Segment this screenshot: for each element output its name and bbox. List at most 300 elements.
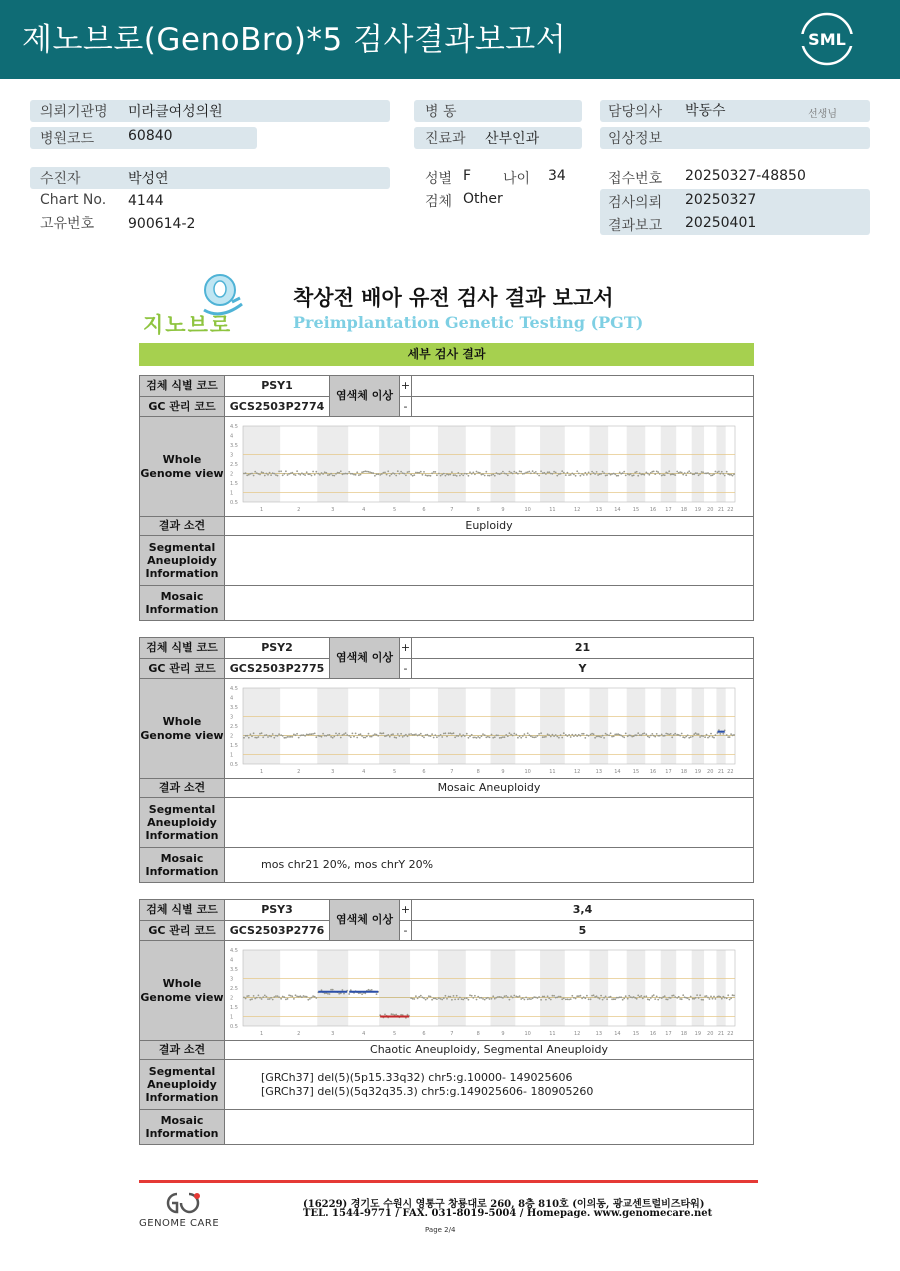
data-point — [650, 997, 652, 999]
data-point — [295, 994, 297, 996]
data-point — [428, 474, 430, 476]
data-point — [280, 997, 282, 999]
data-point — [324, 471, 326, 473]
data-point — [509, 732, 511, 734]
data-point — [283, 472, 285, 474]
data-point — [713, 736, 715, 738]
data-point — [653, 994, 655, 996]
age-value: 34 — [548, 168, 566, 184]
data-point — [724, 474, 726, 476]
specimen-value: Other — [463, 191, 503, 207]
data-point — [322, 473, 324, 475]
data-point — [311, 474, 313, 476]
data-point — [296, 470, 298, 472]
data-point — [469, 735, 471, 737]
x-tick-label: 5 — [393, 506, 397, 513]
data-point — [391, 1013, 393, 1015]
data-point — [640, 995, 642, 997]
data-point — [392, 1013, 394, 1015]
data-point — [730, 997, 732, 999]
data-point — [264, 994, 266, 996]
data-point — [438, 735, 440, 737]
data-point — [476, 737, 478, 739]
data-point — [608, 472, 610, 474]
data-point — [440, 998, 442, 1000]
request-value: 20250327 — [685, 192, 757, 208]
specimen-label: 검체 — [425, 194, 453, 210]
x-tick-label: 2 — [297, 768, 301, 775]
x-tick-label: 1 — [259, 506, 264, 513]
genome-view-label: Whole Genome view — [140, 417, 225, 516]
data-point — [573, 996, 575, 998]
data-point — [366, 735, 368, 737]
data-point — [657, 471, 659, 473]
data-point — [722, 732, 724, 734]
data-point — [555, 996, 557, 998]
data-point — [402, 736, 404, 738]
result-label: 결과 소견 — [140, 779, 225, 797]
data-point — [489, 474, 491, 476]
data-point — [243, 736, 245, 738]
data-point — [445, 474, 447, 476]
receipt-value: 20250327-48850 — [685, 168, 806, 184]
sex-value: F — [463, 168, 472, 184]
data-point — [681, 471, 683, 473]
plus-sign: + — [400, 376, 412, 396]
data-point — [471, 994, 473, 996]
data-point — [256, 996, 258, 998]
data-point — [446, 997, 448, 999]
data-point — [350, 472, 352, 474]
data-point — [298, 995, 300, 997]
data-point — [710, 732, 712, 734]
data-point — [571, 472, 573, 474]
loss-value: Y — [578, 661, 587, 675]
data-point — [583, 474, 585, 476]
data-point — [258, 994, 260, 996]
data-point — [507, 735, 509, 737]
data-point — [578, 995, 580, 997]
y-tick-label: 2 — [230, 733, 234, 739]
data-point — [640, 734, 642, 736]
data-point — [391, 733, 393, 735]
data-point — [547, 995, 549, 997]
data-point — [590, 998, 592, 1000]
data-point — [593, 472, 595, 474]
data-point — [356, 736, 358, 738]
data-point — [671, 736, 673, 738]
data-point — [707, 996, 709, 998]
data-point — [625, 995, 627, 997]
sex-label: 성별 — [425, 171, 453, 187]
data-point — [454, 998, 456, 1000]
data-point — [413, 474, 415, 476]
data-point — [290, 472, 292, 474]
data-point — [306, 471, 308, 473]
data-point — [246, 734, 248, 736]
data-point — [712, 474, 714, 476]
x-tick-label: 12 — [574, 1030, 581, 1037]
data-point — [702, 735, 704, 737]
data-point — [605, 732, 607, 734]
data-point — [430, 735, 432, 737]
data-point — [415, 733, 417, 735]
data-point — [590, 473, 592, 475]
data-point — [288, 736, 290, 738]
data-point — [400, 732, 402, 734]
data-point — [262, 996, 264, 998]
data-point — [576, 470, 578, 472]
data-point — [492, 995, 494, 997]
sample-id-value: PSY2 — [225, 638, 330, 658]
x-tick-label: 13 — [595, 506, 603, 513]
chromosome-band — [243, 426, 280, 502]
chromosome-band — [243, 950, 280, 1026]
data-point — [676, 997, 678, 999]
data-point — [315, 736, 317, 738]
chromosome-band — [317, 950, 348, 1026]
data-point — [477, 471, 479, 473]
data-point — [314, 995, 316, 997]
data-point — [560, 995, 562, 997]
data-point — [395, 736, 397, 738]
y-tick-label: 1.5 — [230, 742, 238, 749]
data-point — [721, 997, 723, 999]
data-point — [532, 470, 534, 472]
data-point — [285, 470, 287, 472]
x-tick-label: 10 — [524, 506, 531, 513]
data-point — [548, 734, 550, 736]
data-point — [275, 734, 277, 736]
data-point — [543, 736, 545, 738]
data-point — [446, 473, 448, 475]
data-point — [397, 733, 399, 735]
data-point — [332, 736, 334, 738]
data-point — [295, 734, 297, 736]
data-point — [298, 736, 300, 738]
data-point — [254, 997, 256, 999]
data-point — [345, 472, 347, 474]
chromosome-band — [661, 688, 676, 764]
sample-id-value: PSY1 — [225, 376, 330, 396]
y-tick-label: 1.5 — [230, 480, 238, 487]
data-point — [299, 473, 301, 475]
data-point — [360, 473, 362, 475]
data-point — [464, 735, 466, 737]
data-point — [623, 470, 625, 472]
data-point — [645, 733, 647, 735]
x-tick-label: 13 — [595, 1030, 603, 1037]
data-point — [496, 996, 498, 998]
data-point — [583, 996, 585, 998]
chromosome-band — [540, 426, 565, 502]
chromosome-band — [243, 688, 280, 764]
data-point — [496, 734, 498, 736]
data-point — [487, 735, 489, 737]
data-point — [417, 734, 419, 736]
data-point — [457, 472, 459, 474]
data-point — [613, 735, 615, 737]
data-point — [243, 472, 245, 474]
data-point — [379, 474, 381, 476]
data-point — [425, 998, 427, 1000]
data-point — [602, 734, 604, 736]
chromosome-band — [491, 688, 516, 764]
data-point — [309, 473, 311, 475]
data-point — [392, 733, 394, 735]
data-point — [383, 471, 385, 473]
data-point — [550, 735, 552, 737]
data-point — [524, 733, 526, 735]
data-point — [710, 474, 712, 476]
data-point — [346, 472, 348, 474]
x-tick-label: 5 — [393, 1030, 397, 1037]
data-point — [653, 470, 655, 472]
data-point — [379, 732, 381, 734]
chart-no-label: Chart No. — [40, 192, 107, 208]
y-tick-label: 1 — [230, 1014, 234, 1020]
report-subheading: Preimplantation Genetic Testing (PGT) — [293, 313, 644, 332]
y-tick-label: 4.5 — [230, 685, 238, 692]
x-tick-label: 22 — [727, 1030, 734, 1037]
data-point — [287, 998, 289, 1000]
data-point — [653, 734, 655, 736]
data-point — [594, 736, 596, 738]
data-point — [500, 736, 502, 738]
y-tick-label: 2.5 — [230, 985, 238, 992]
data-point — [311, 996, 313, 998]
data-point — [633, 735, 635, 737]
x-tick-label: 17 — [665, 1030, 672, 1037]
data-point — [527, 471, 529, 473]
x-tick-label: 20 — [707, 1030, 714, 1037]
data-point — [733, 734, 735, 736]
y-tick-label: 3.5 — [230, 442, 238, 449]
data-point — [304, 995, 306, 997]
data-point — [264, 734, 266, 736]
chromosome-band — [540, 950, 565, 1026]
data-point — [468, 998, 470, 1000]
data-point — [311, 733, 313, 735]
data-point — [272, 998, 274, 1000]
data-point — [275, 995, 277, 997]
footer-contact: TEL. 1544-9771 / FAX. 031-8019-5004 / Homepage. www.genomecare.net — [303, 1208, 713, 1219]
data-point — [293, 733, 295, 735]
data-point — [449, 732, 451, 734]
x-tick-label: 14 — [614, 506, 621, 513]
x-tick-label: 6 — [422, 768, 426, 775]
data-point — [558, 995, 560, 997]
data-point — [312, 733, 314, 735]
data-point — [704, 736, 706, 738]
data-point — [403, 472, 405, 474]
data-point — [269, 998, 271, 1000]
data-point — [410, 997, 412, 999]
data-point — [543, 471, 545, 473]
data-point — [519, 470, 521, 472]
data-point — [269, 471, 271, 473]
data-point — [581, 997, 583, 999]
data-point — [580, 734, 582, 736]
header-bar — [0, 0, 900, 79]
data-point — [573, 735, 575, 737]
chromosome-band — [590, 950, 609, 1026]
data-point — [376, 993, 378, 995]
data-point — [586, 994, 588, 996]
data-point — [699, 994, 701, 996]
x-tick-label: 10 — [524, 768, 531, 775]
data-point — [611, 735, 613, 737]
data-point — [278, 733, 280, 735]
data-point — [440, 474, 442, 476]
data-point — [438, 997, 440, 999]
data-point — [364, 470, 366, 472]
data-point — [408, 733, 410, 735]
data-point — [584, 997, 586, 999]
data-point — [687, 734, 689, 736]
data-point — [407, 735, 409, 737]
x-tick-label: 11 — [549, 1030, 556, 1037]
data-point — [477, 995, 479, 997]
data-point — [353, 473, 355, 475]
data-point — [400, 470, 402, 472]
data-point — [590, 733, 592, 735]
data-point — [681, 732, 683, 734]
data-point — [273, 996, 275, 998]
data-point — [461, 998, 463, 1000]
data-point — [425, 474, 427, 476]
data-point — [515, 733, 517, 735]
data-point — [622, 735, 624, 737]
report-label: 결과보고 — [608, 218, 663, 234]
x-tick-label: 9 — [501, 506, 505, 513]
data-point — [532, 736, 534, 738]
data-point — [259, 996, 261, 998]
gain-value — [412, 376, 753, 396]
data-point — [304, 734, 306, 736]
data-point — [327, 474, 329, 476]
x-tick-label: 1 — [259, 1030, 264, 1037]
data-point — [540, 732, 542, 734]
data-point — [282, 474, 284, 476]
data-point — [253, 732, 255, 734]
data-point — [484, 998, 486, 1000]
data-point — [659, 734, 661, 736]
data-point — [532, 997, 534, 999]
section-header: 세부 검사 결과 — [139, 343, 754, 366]
data-point — [726, 997, 728, 999]
data-point — [462, 998, 464, 1000]
data-point — [355, 473, 357, 475]
chromosome-band — [692, 688, 704, 764]
data-point — [709, 735, 711, 737]
chromosome-band — [438, 426, 466, 502]
x-tick-label: 11 — [549, 768, 556, 775]
data-point — [599, 473, 601, 475]
y-tick-label: 4 — [230, 433, 234, 439]
data-point — [502, 997, 504, 999]
data-point — [659, 473, 661, 475]
gc-code-label: GC 관리 코드 — [140, 659, 225, 678]
data-point — [510, 471, 512, 473]
footer-divider — [139, 1180, 758, 1183]
data-point — [422, 473, 424, 475]
data-point — [560, 472, 562, 474]
data-point — [556, 996, 558, 998]
chromosome-band — [716, 688, 725, 764]
data-point — [667, 472, 669, 474]
data-point — [479, 471, 481, 473]
data-point — [434, 734, 436, 736]
data-point — [262, 471, 264, 473]
data-point — [426, 997, 428, 999]
data-point — [596, 471, 598, 473]
data-point — [647, 472, 649, 474]
loss-value: 5 — [578, 923, 587, 937]
data-point — [399, 735, 401, 737]
data-point — [430, 995, 432, 997]
x-tick-label: 21 — [717, 1030, 725, 1037]
data-point — [650, 472, 652, 474]
sample-id-label: 검체 식별 코드 — [140, 900, 225, 920]
data-point — [283, 736, 285, 738]
chromosome-band — [692, 426, 704, 502]
data-point — [553, 994, 555, 996]
data-point — [303, 995, 305, 997]
data-point — [548, 997, 550, 999]
x-tick-label: 11 — [549, 506, 556, 513]
data-point — [548, 471, 550, 473]
data-point — [533, 996, 535, 998]
data-point — [670, 997, 672, 999]
data-point — [512, 472, 514, 474]
data-point — [678, 995, 680, 997]
data-point — [537, 735, 539, 737]
data-point — [540, 470, 542, 472]
data-point — [643, 995, 645, 997]
data-point — [620, 996, 622, 998]
data-point — [610, 732, 612, 734]
data-point — [330, 472, 332, 474]
data-point — [321, 472, 323, 474]
data-point — [246, 995, 248, 997]
data-point — [464, 472, 466, 474]
x-tick-label: 18 — [680, 1030, 688, 1037]
data-point — [722, 995, 724, 997]
data-point — [301, 734, 303, 736]
data-point — [500, 472, 502, 474]
data-point — [248, 736, 250, 738]
data-point — [330, 736, 332, 738]
data-point — [469, 994, 471, 996]
data-point — [436, 736, 438, 738]
data-point — [474, 473, 476, 475]
data-point — [246, 474, 248, 476]
data-point — [418, 471, 420, 473]
data-point — [258, 473, 260, 475]
x-tick-label: 3 — [331, 506, 335, 513]
data-point — [593, 994, 595, 996]
y-tick-label: 0.5 — [230, 761, 238, 768]
chromosome-band — [627, 426, 646, 502]
chromosome-abnormal-label: 염색체 이상 — [330, 638, 400, 678]
ward-label: 병 동 — [425, 104, 457, 120]
data-point — [520, 998, 522, 1000]
data-point — [441, 998, 443, 1000]
data-point — [642, 997, 644, 999]
data-point — [639, 995, 641, 997]
report-title: 제노브로(GenoBro)*5 검사결과보고서 — [22, 22, 567, 58]
